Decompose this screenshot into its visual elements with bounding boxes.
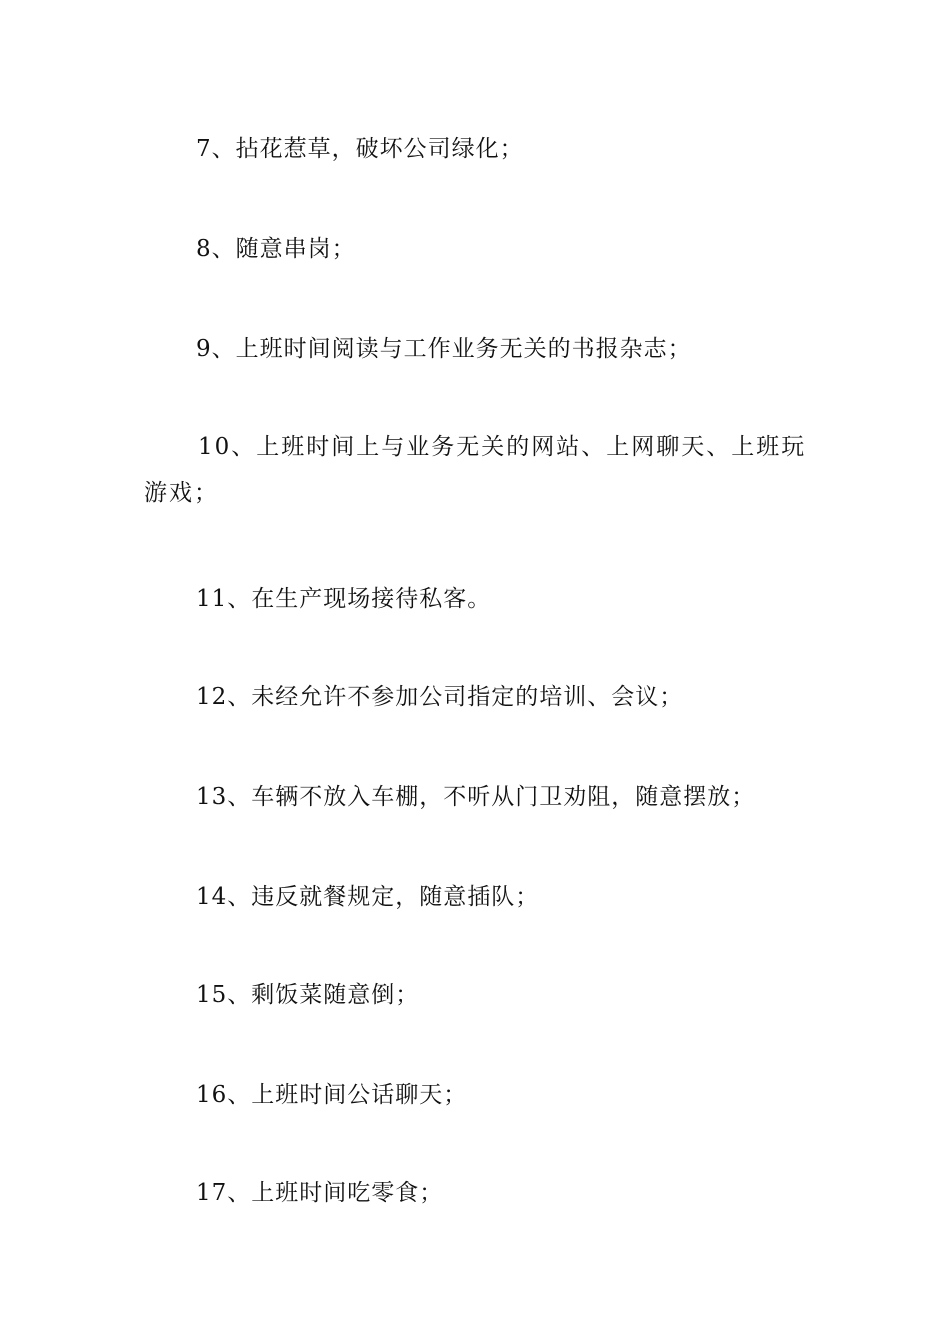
rule-item-13: 13、车辆不放入车棚，不听从门卫劝阻，随意摆放； (196, 784, 756, 810)
rule-item-11: 11、在生产现场接待私客。 (196, 586, 492, 612)
rule-item-9: 9、上班时间阅读与工作业务无关的书报杂志； (196, 336, 692, 362)
rule-item-7: 7、拈花惹草，破坏公司绿化； (196, 136, 524, 162)
rule-item-8: 8、随意串岗； (196, 236, 356, 262)
rule-item-12: 12、未经允许不参加公司指定的培训、会议； (196, 684, 684, 710)
rule-item-16: 16、上班时间公话聊天； (196, 1082, 468, 1108)
rule-item-14: 14、违反就餐规定，随意插队； (196, 884, 540, 910)
rule-item-15: 15、剩饭菜随意倒； (196, 982, 420, 1008)
rule-item-17: 17、上班时间吃零食； (196, 1180, 444, 1206)
rule-item-10: 10、上班时间上与业务无关的网站、上网聊天、上班玩游戏； (144, 434, 807, 506)
